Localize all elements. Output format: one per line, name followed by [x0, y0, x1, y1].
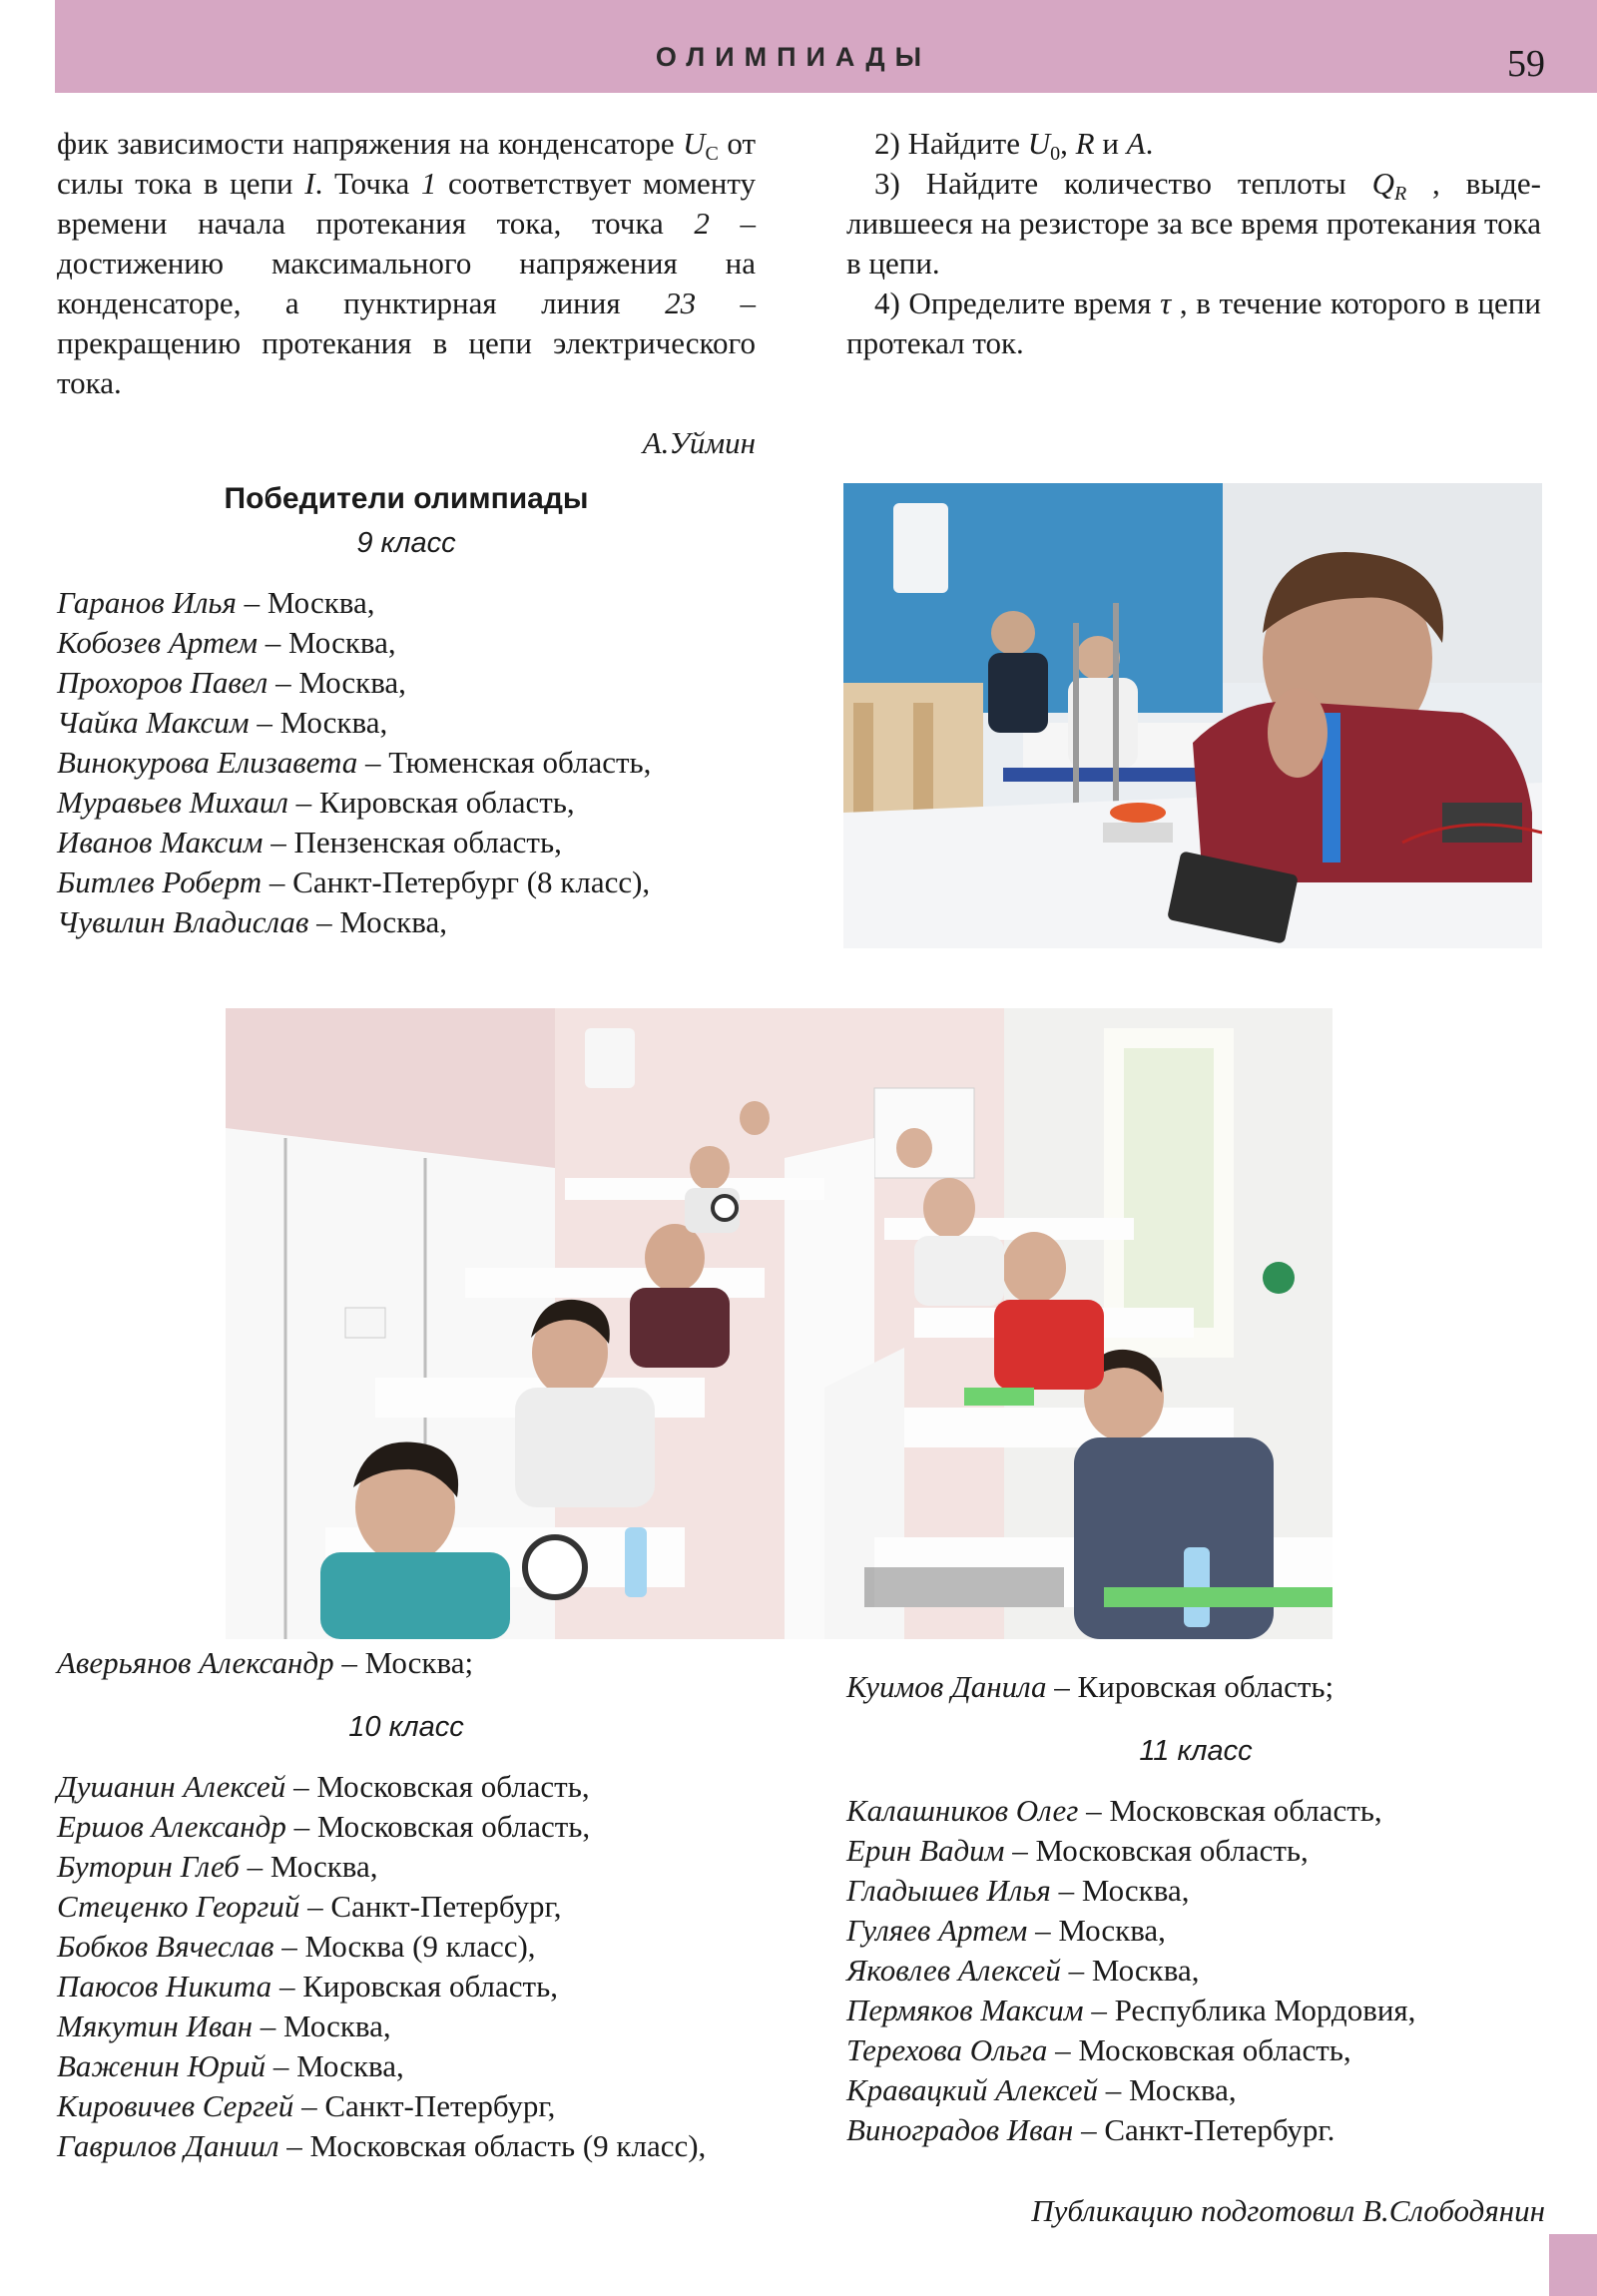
- winner-region: – Московская область (9 класс),: [278, 2128, 707, 2163]
- grade-11-label: 11 класс: [1139, 1735, 1253, 1767]
- winner-region: – Москва,: [266, 2048, 404, 2083]
- grade-9-label: 9 класс: [356, 527, 456, 559]
- grade-9-last-entry: [57, 1643, 756, 1683]
- winner-entry: [57, 862, 756, 902]
- winner-entry: [57, 663, 756, 703]
- left-top-column: [57, 124, 756, 942]
- winner-region: – Москва (9 класс),: [273, 1929, 536, 1964]
- winner-region: – Москва,: [1098, 2072, 1237, 2107]
- text-run: 1: [420, 166, 437, 201]
- winner-region: – Санкт-Петербург,: [299, 1889, 562, 1924]
- grade-9-list: [57, 583, 756, 942]
- text-run: – достижению максимального напряжения на конденсаторе, а пунктирная линия: [57, 206, 756, 320]
- winner-entry: [846, 2110, 1545, 2150]
- winner-name: Кобозев Артем: [57, 625, 259, 660]
- winner-region: – Кировская область,: [271, 1969, 558, 2004]
- winner-region: – Московская область,: [1078, 1793, 1382, 1828]
- winner-name: Пермяков Максим: [846, 1993, 1084, 2027]
- text-run: .: [1145, 126, 1154, 161]
- winner-entry: [57, 1767, 756, 1807]
- winner-region: – Кировская область,: [287, 785, 575, 820]
- page-number: 59: [1507, 43, 1545, 85]
- winner-name: Винокурова Елизавета: [57, 745, 358, 780]
- winner-name: Гаранов Илья: [57, 585, 237, 620]
- winner-name: Муравьев Михаил: [57, 785, 288, 820]
- text-run: 3) Найдите количество теплоты: [874, 166, 1372, 201]
- winner-region: – Москва,: [267, 665, 406, 700]
- winner-name: Стеценко Георгий: [57, 1889, 300, 1924]
- left-bottom-column: [57, 1643, 756, 2166]
- text-run: U: [1027, 126, 1051, 161]
- text-run: фик зависимости напряжения на конденсаторе: [57, 126, 684, 161]
- winner-entry: [57, 1887, 756, 1927]
- winner-entry: [57, 743, 756, 783]
- author-signature: А.Уймин: [642, 425, 756, 460]
- publication-credit: Публикацию подготовил В.Слободянин: [1031, 2193, 1545, 2228]
- grade-11-list: [846, 1791, 1545, 2150]
- winner-name: Виноградов Иван: [846, 2112, 1074, 2147]
- winner-region: – Тюменская область,: [357, 745, 652, 780]
- winners-title: Победители олимпиады: [224, 482, 589, 515]
- photo-student-at-desk: [843, 483, 1542, 948]
- text-run: R: [1075, 126, 1095, 161]
- winner-region: – Республика Мордовия,: [1083, 1993, 1416, 2027]
- winner-name: Душанин Алексей: [57, 1769, 286, 1804]
- winner-name: Гладышев Илья: [846, 1873, 1051, 1908]
- winner-name: Иванов Максим: [57, 825, 264, 860]
- page-corner-tab: [1549, 2234, 1597, 2296]
- text-run: 0: [1050, 143, 1061, 165]
- question-3: [846, 164, 1541, 284]
- winner-region: – Москва,: [239, 1849, 378, 1884]
- question-2: [846, 124, 1541, 164]
- text-run: . Точка: [314, 166, 421, 201]
- winner-entry: [846, 1871, 1545, 1911]
- winner-region: – Москва,: [1060, 1953, 1200, 1988]
- text-run: R: [1393, 183, 1407, 205]
- winner-region: – Москва;: [333, 1645, 474, 1680]
- text-run: – прекращению протекания в цепи электрического тока.: [57, 286, 757, 400]
- grade-10-label: 10 класс: [348, 1711, 464, 1743]
- winner-entry: [846, 2070, 1545, 2110]
- text-run: C: [705, 143, 719, 165]
- winner-entry: [846, 1791, 1545, 1831]
- winner-entry: [846, 2030, 1545, 2070]
- text-run: 2: [694, 206, 710, 241]
- grade-10-list: [57, 1767, 756, 2166]
- winner-name: Мякутин Иван: [57, 2009, 254, 2043]
- winner-region: – Москва,: [308, 904, 447, 939]
- winner-name: Терехова Ольга: [846, 2032, 1048, 2067]
- winner-name: Ерин Вадим: [846, 1833, 1005, 1868]
- text-run: 23: [665, 286, 697, 320]
- winner-name: Кировичев Сергей: [57, 2088, 294, 2123]
- winner-entry: [57, 1847, 756, 1887]
- winner-entry: [57, 2086, 756, 2126]
- winner-region: – Московская область,: [1047, 2032, 1351, 2067]
- winner-name: Кравацкий Алексей: [846, 2072, 1098, 2107]
- winner-name: Бобков Вячеслав: [57, 1929, 274, 1964]
- question-4: [846, 284, 1541, 363]
- winner-name: Битлев Роберт: [57, 864, 263, 899]
- winner-entry: [57, 823, 756, 862]
- winner-region: – Московская область,: [285, 1809, 591, 1844]
- winner-entry: [57, 783, 756, 823]
- photo-student-at-desk-image: [843, 483, 1542, 948]
- text-run: , в течение которого в цепи протекал ток.: [846, 286, 1541, 360]
- winner-region: – Пензенская область,: [263, 825, 562, 860]
- winner-entry: [57, 1807, 756, 1847]
- winner-entry: [846, 1831, 1545, 1871]
- problem-text: [57, 124, 756, 403]
- text-run: соответствует моменту времени начала протекания тока, точка: [57, 166, 757, 241]
- text-run: от силы тока в цепи: [57, 126, 757, 201]
- winner-region: – Москва,: [1050, 1873, 1190, 1908]
- photo-classroom: [226, 1008, 1332, 1639]
- winner-name: Гаврилов Даниил: [57, 2128, 279, 2163]
- winner-region: – Москва,: [1027, 1913, 1166, 1948]
- winner-region: – Москва,: [258, 625, 396, 660]
- winner-entry: [57, 1927, 756, 1967]
- winner-name: Ершов Александр: [57, 1809, 286, 1844]
- winner-region: – Московская область,: [285, 1769, 590, 1804]
- winner-entry: [57, 2126, 756, 2166]
- winner-entry: [57, 623, 756, 663]
- winner-entry: [57, 583, 756, 623]
- text-run: U: [683, 126, 706, 161]
- winner-name: Куимов Данила: [846, 1669, 1047, 1704]
- winner-entry: [57, 2007, 756, 2046]
- winner-region: – Санкт-Петербург (8 класс),: [262, 864, 651, 899]
- winner-region: – Москва,: [253, 2009, 391, 2043]
- winner-entry: [846, 1951, 1545, 1991]
- winner-entry: [57, 703, 756, 743]
- grade-9-right-last-entry: [846, 1667, 1545, 1707]
- winner-entry: [846, 1911, 1545, 1951]
- running-head: ОЛИМПИАДЫ: [655, 42, 932, 72]
- text-run: I: [304, 166, 315, 201]
- text-run: 4) Определите время: [874, 286, 1161, 320]
- photo-classroom-image: [226, 1008, 1332, 1639]
- text-run: Q: [1371, 166, 1394, 201]
- winner-region: – Москва,: [249, 705, 388, 740]
- winner-name: Чувилин Владислав: [57, 904, 309, 939]
- text-run: и: [1094, 126, 1127, 161]
- text-run: A: [1126, 126, 1146, 161]
- right-top-column: [846, 124, 1541, 363]
- winner-name: Яковлев Алексей: [846, 1953, 1061, 1988]
- winner-name: Паюсов Никита: [57, 1969, 272, 2004]
- winner-name: Калашников Олег: [846, 1793, 1079, 1828]
- text-run: 2) Найдите: [874, 126, 1028, 161]
- winner-region: – Московская область,: [1004, 1833, 1309, 1868]
- winner-name: Важенин Юрий: [57, 2048, 266, 2083]
- winner-name: Гуляев Артем: [846, 1913, 1028, 1948]
- winner-region: – Кировская область;: [1046, 1669, 1334, 1704]
- winner-entry: [57, 1967, 756, 2007]
- winner-entry: [57, 2046, 756, 2086]
- text-run: ,: [1060, 126, 1076, 161]
- winner-region: – Санкт-Петербург,: [293, 2088, 556, 2123]
- winner-name: Чайка Максим: [57, 705, 250, 740]
- text-run: τ: [1160, 286, 1172, 320]
- right-bottom-column: [846, 1667, 1545, 2150]
- winner-entry: [846, 1991, 1545, 2030]
- winner-name: Аверьянов Александр: [57, 1645, 334, 1680]
- winner-region: – Москва,: [236, 585, 375, 620]
- winner-name: Буторин Глеб: [57, 1849, 240, 1884]
- winner-entry: [57, 902, 756, 942]
- winner-name: Прохоров Павел: [57, 665, 268, 700]
- winner-region: – Санкт-Петербург.: [1073, 2112, 1335, 2147]
- text-run: , выделившееся на резисторе за все время протекания тока в цепи.: [846, 166, 1541, 281]
